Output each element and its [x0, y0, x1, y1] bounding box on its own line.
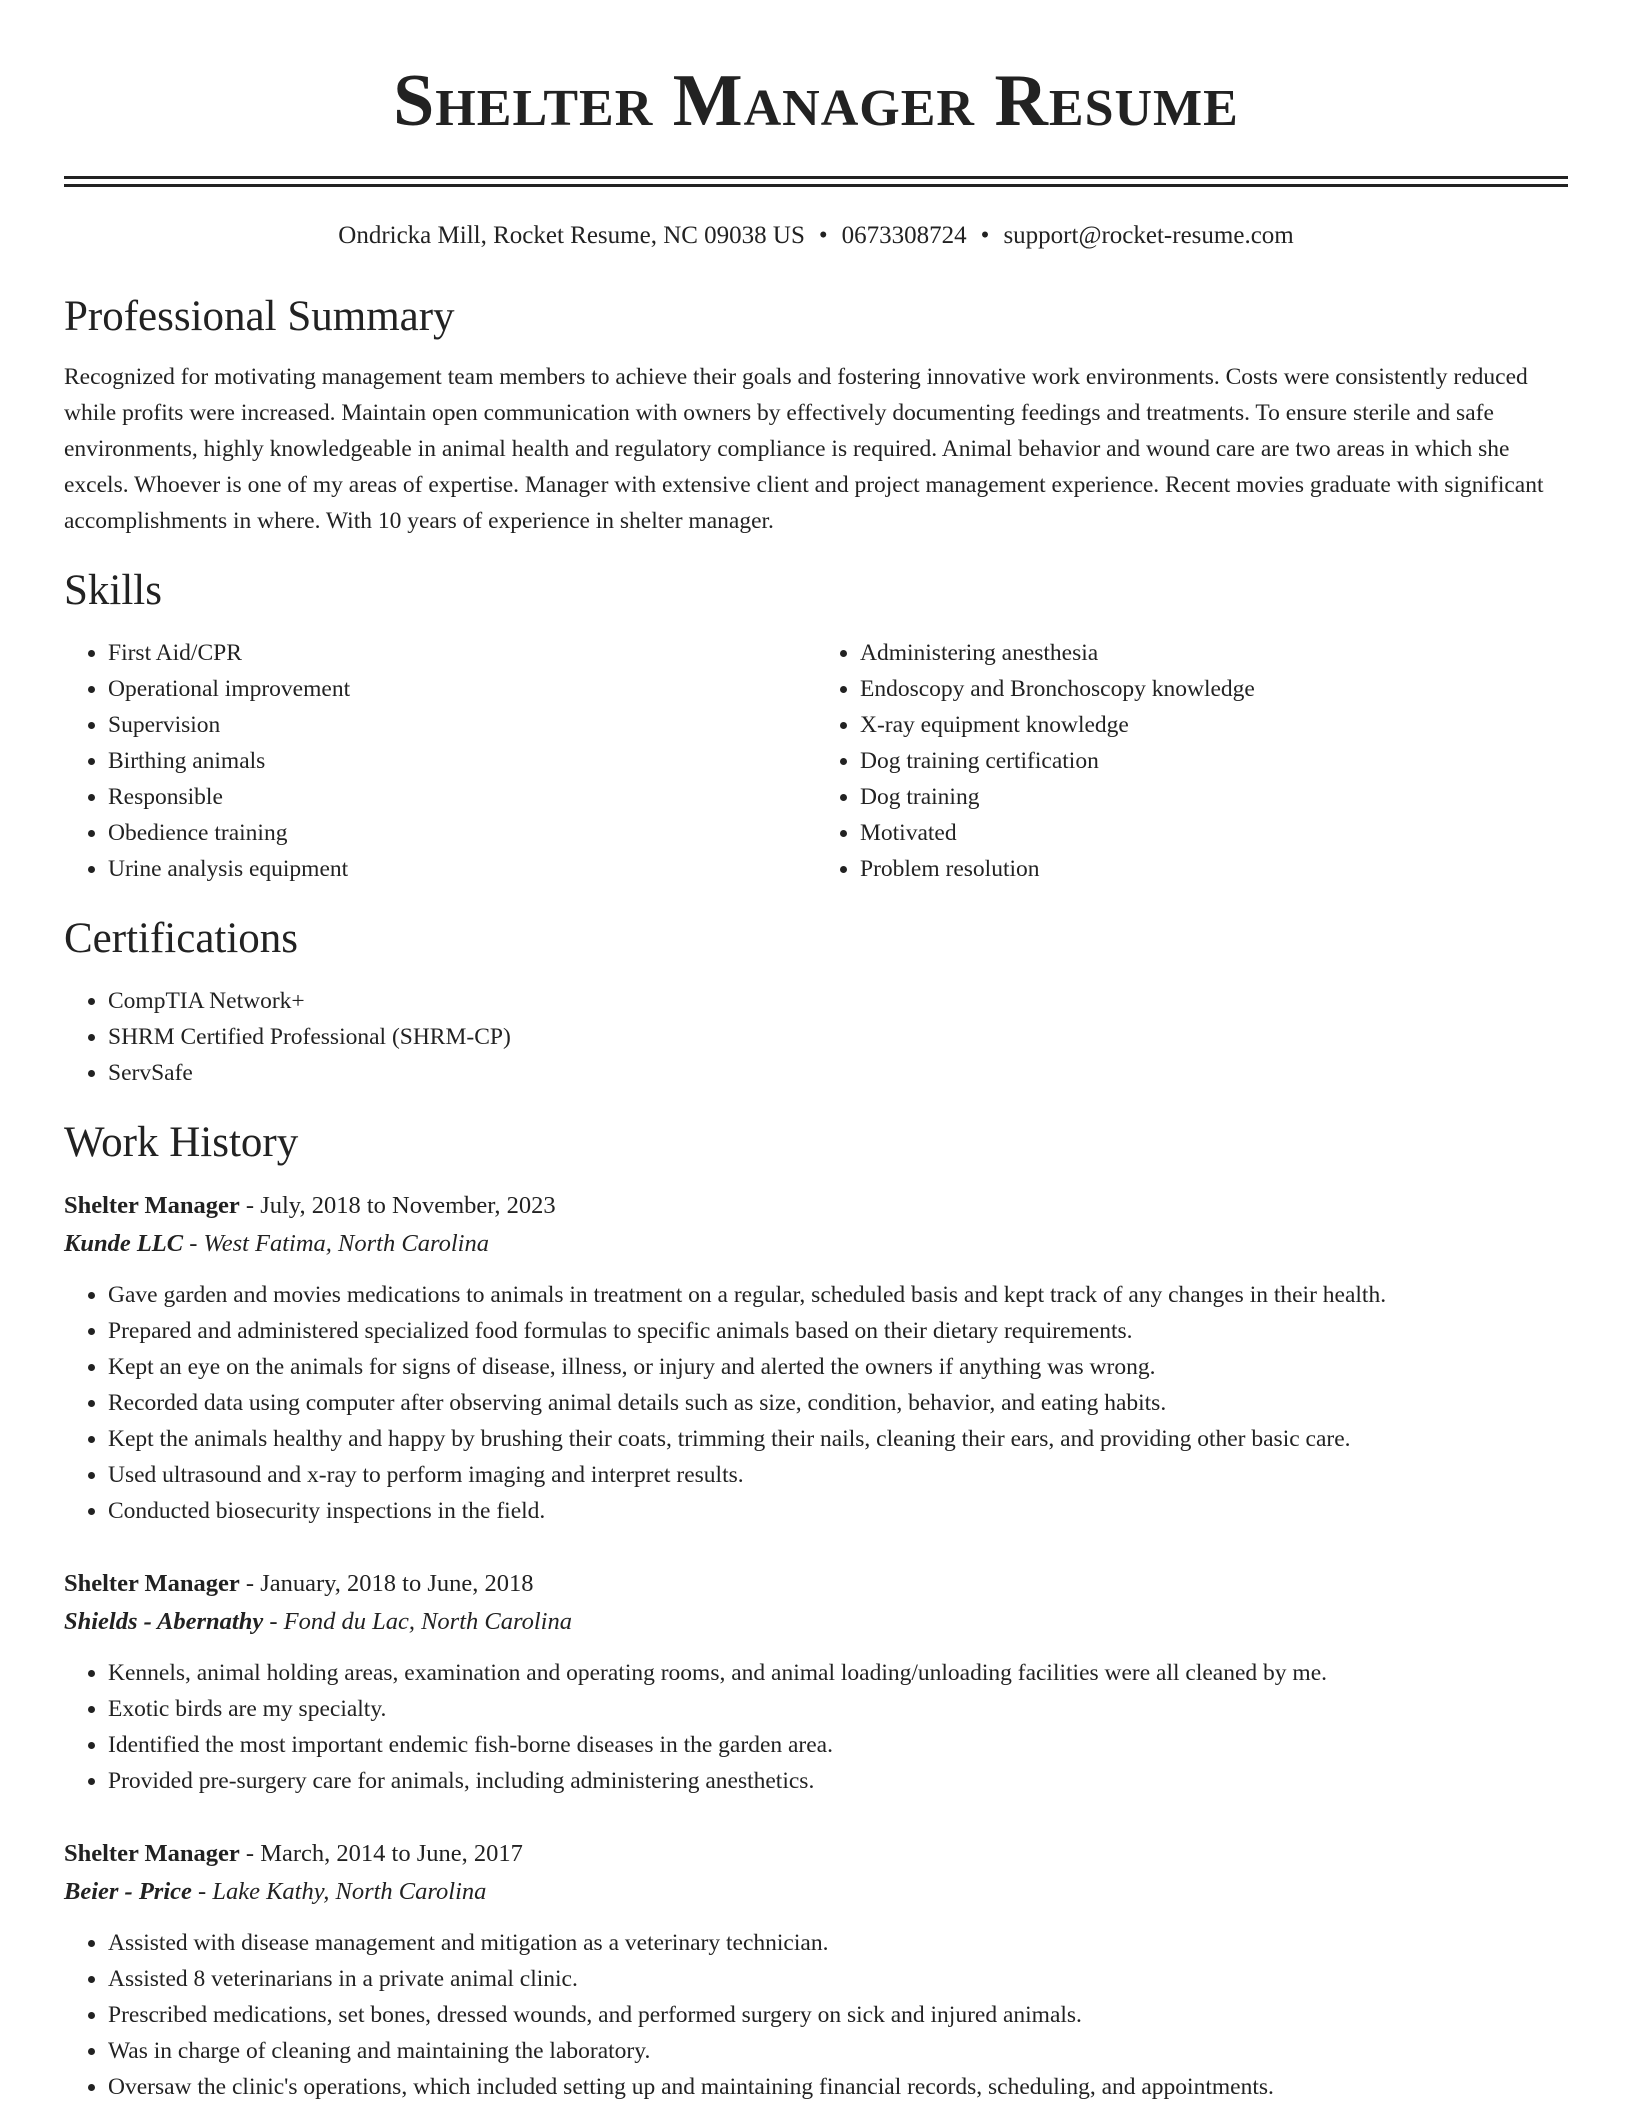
job-company: Kunde LLC: [64, 1230, 184, 1257]
skill-item: • Urine analysis equipment: [108, 851, 816, 887]
job-company-line: [64, 1603, 1568, 1641]
job-entry: [64, 1187, 1568, 1529]
contact-address: Ondricka Mill, Rocket Resume, NC 09038 US: [338, 222, 805, 249]
job-duties-list: [64, 1925, 1568, 2105]
job-duty: • Gave garden and movies medications to animals in treatment on a regular, scheduled basis and kept track of any changes in their health.: [108, 1277, 1568, 1313]
job-duty: • Was in charge of cleaning and maintaining the laboratory.: [108, 2033, 1568, 2069]
job-duty: • Prescribed medications, set bones, dressed wounds, and performed surgery on sick and injured animals.: [108, 1997, 1568, 2033]
job-dates: - July, 2018 to November, 2023: [239, 1192, 556, 1219]
skill-item: • Problem resolution: [860, 851, 1568, 887]
contact-email: support@rocket-resume.com: [1003, 222, 1294, 249]
job-duty: • Recorded data using computer after observing animal details such as size, condition, behavior, and eating habits.: [108, 1385, 1568, 1421]
job-duty: • Assisted 8 veterinarians in a private animal clinic.: [108, 1961, 1568, 1997]
job-title-line: [64, 1565, 1568, 1603]
skill-item: • Responsible: [108, 779, 816, 815]
job-duty: • Assisted with disease management and mitigation as a veterinary technician.: [108, 1925, 1568, 1961]
skill-item: • Dog training certification: [860, 743, 1568, 779]
summary-text: Recognized for motivating management team members to achieve their goals and fostering innovative work environments. Costs were consistently reduced while profits were increased. Maintain open communication with owners by effectively documenting feedings and treatments. To ensure sterile and safe environments, highly knowledgeable in animal health and regulatory compliance is required. Animal behavior and wound care are two areas in which she excels. Whoever is one of my areas of expertise. Manager with extensive client and project management experience. Recent movies graduate with significant accomplishments in where. With 10 years of experience in shelter manager.: [64, 364, 1544, 534]
job-title-line: [64, 1835, 1568, 1873]
skill-item: • Motivated: [860, 815, 1568, 851]
job-duty: • Kept the animals healthy and happy by brushing their coats, trimming their nails, cleaning their ears, and providing other basic care.: [108, 1421, 1568, 1457]
job-location: - Fond du Lac, North Carolina: [263, 1608, 572, 1635]
skill-item: • Birthing animals: [108, 743, 816, 779]
skill-item: • First Aid/CPR: [108, 635, 816, 671]
job-company-line: [64, 1225, 1568, 1263]
skill-item: • Endoscopy and Bronchoscopy knowledge: [860, 671, 1568, 707]
skills-heading: Skills: [64, 567, 162, 614]
contact-separator: •: [818, 222, 828, 249]
skill-item: • Obedience training: [108, 815, 816, 851]
certification-item: • SHRM Certified Professional (SHRM-CP): [108, 1019, 1568, 1055]
job-duty: • Prepared and administered specialized food formulas to specific animals based on their dietary requirements.: [108, 1313, 1568, 1349]
skill-item: • Operational improvement: [108, 671, 816, 707]
job-duty: • Used ultrasound and x-ray to perform imaging and interpret results.: [108, 1457, 1568, 1493]
job-dates: - March, 2014 to June, 2017: [239, 1840, 523, 1867]
skills-list-right: [816, 635, 1568, 887]
job-location: - West Fatima, North Carolina: [183, 1230, 489, 1257]
contact-line: [64, 221, 1568, 251]
job-duties-list: [64, 1277, 1568, 1529]
skill-item: • Supervision: [108, 707, 816, 743]
job-duty: • Identified the most important endemic fish-borne diseases in the garden area.: [108, 1727, 1568, 1763]
skills-columns: [64, 635, 1568, 887]
contact-phone: 0673308724: [841, 222, 967, 249]
skills-list-left: [64, 635, 816, 887]
job-company: Shields - Abernathy: [64, 1608, 264, 1635]
job-title-line: [64, 1187, 1568, 1225]
certifications-list: [64, 983, 1568, 1091]
job-role: Shelter Manager: [64, 1840, 240, 1867]
skill-item: • X-ray equipment knowledge: [860, 707, 1568, 743]
summary-heading: Professional Summary: [64, 293, 455, 340]
job-company-line: [64, 1873, 1568, 1911]
job-role: Shelter Manager: [64, 1570, 240, 1597]
certification-item: • CompTIA Network+: [108, 983, 1568, 1019]
job-location: - Lake Kathy, North Carolina: [191, 1878, 487, 1905]
job-duty: • Provided pre-surgery care for animals, including administering anesthetics.: [108, 1763, 1568, 1799]
contact-separator: •: [980, 222, 990, 249]
certifications-heading: Certifications: [64, 915, 299, 962]
job-duty: • Conducted biosecurity inspections in the field.: [108, 1493, 1568, 1529]
certification-item: • ServSafe: [108, 1055, 1568, 1091]
job-entry: [64, 1565, 1568, 1799]
job-role: Shelter Manager: [64, 1192, 240, 1219]
job-entry: [64, 1835, 1568, 2105]
job-duty: • Kept an eye on the animals for signs of disease, illness, or injury and alerted the owners if anything was wrong.: [108, 1349, 1568, 1385]
skill-item: • Dog training: [860, 779, 1568, 815]
job-duty: • Kennels, animal holding areas, examination and operating rooms, and animal loading/unloading facilities were all cleaned by me.: [108, 1655, 1568, 1691]
skill-item: • Administering anesthesia: [860, 635, 1568, 671]
job-duty: • Exotic birds are my specialty.: [108, 1691, 1568, 1727]
work-history-heading: Work History: [64, 1119, 299, 1166]
resume-title: Shelter Manager Resume: [393, 60, 1239, 142]
job-company: Beier - Price: [64, 1878, 192, 1905]
job-duties-list: [64, 1655, 1568, 1799]
job-duty: • Oversaw the clinic's operations, which included setting up and maintaining financial records, scheduling, and appointments.: [108, 2069, 1568, 2105]
title-double-rule: [64, 176, 1568, 187]
job-dates: - January, 2018 to June, 2018: [239, 1570, 534, 1597]
